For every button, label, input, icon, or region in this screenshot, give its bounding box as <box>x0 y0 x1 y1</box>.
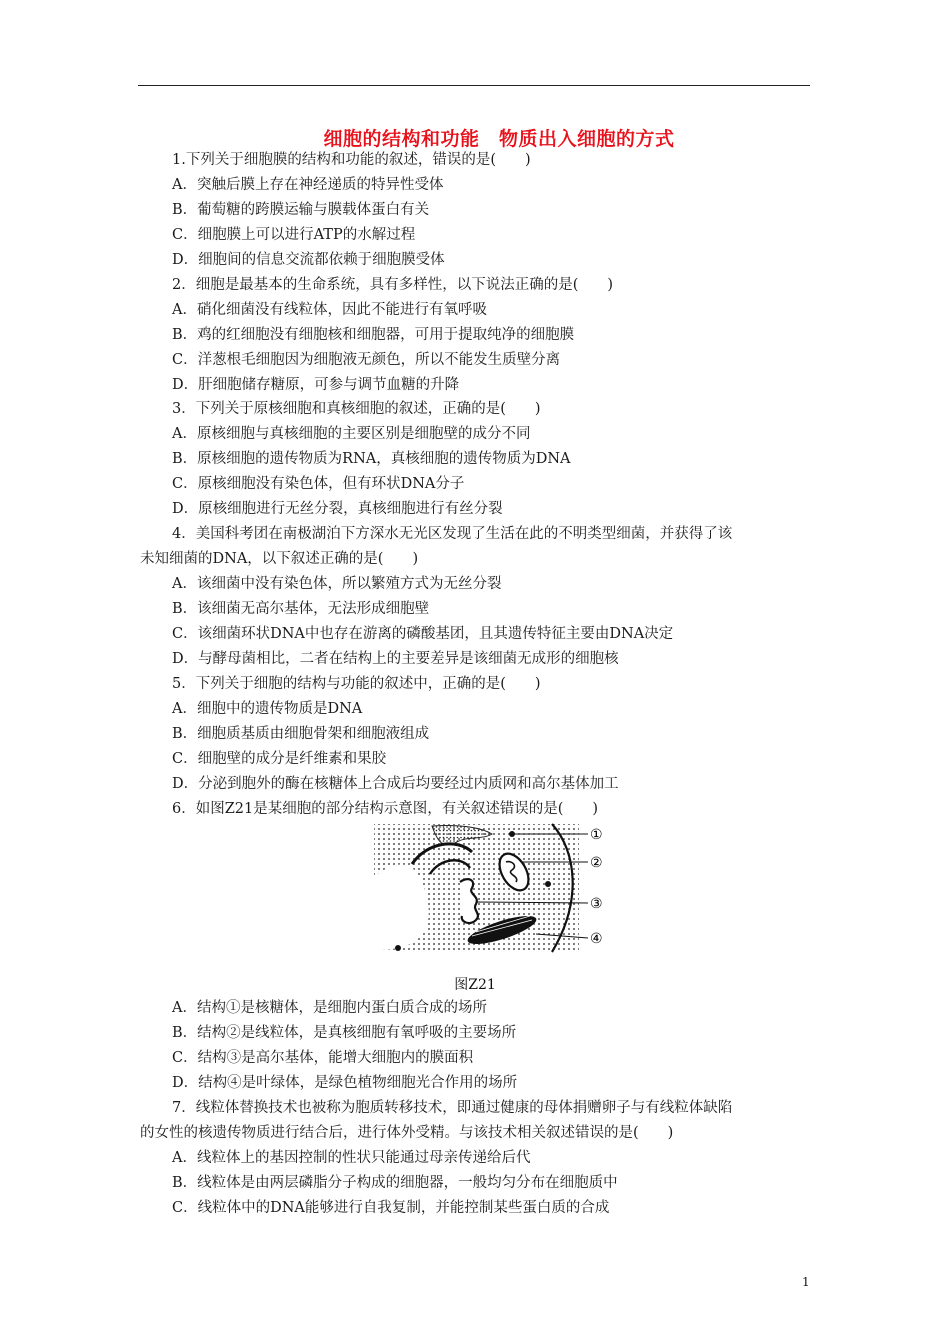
option-1a: A．突触后膜上存在神经递质的特异性受体 <box>172 177 444 193</box>
option-1c: C．细胞膜上可以进行ATP的水解过程 <box>172 227 416 243</box>
cell-structure-figure <box>372 822 612 956</box>
option-5c: C．细胞壁的成分是纤维素和果胶 <box>172 751 387 767</box>
option-7a: A．线粒体上的基因控制的性状只能通过母亲传递给后代 <box>172 1150 531 1166</box>
question-2: 2．细胞是最基本的生命系统，具有多样性，以下说法正确的是( ) <box>172 277 614 293</box>
option-7b: B．线粒体是由两层磷脂分子构成的细胞器，一般均匀分布在细胞质中 <box>172 1175 618 1191</box>
option-5b: B．细胞质基质由细胞骨架和细胞液组成 <box>172 726 430 742</box>
figure-label-2: ② <box>590 855 603 871</box>
option-5d: D．分泌到胞外的酶在核糖体上合成后均要经过内质网和高尔基体加工 <box>172 776 619 792</box>
option-4d: D．与酵母菌相比，二者在结构上的主要差异是该细菌无成形的细胞核 <box>172 651 619 667</box>
option-6a: A．结构①是核糖体，是细胞内蛋白质合成的场所 <box>172 1000 487 1016</box>
page-number: 1 <box>802 1275 810 1289</box>
option-2a: A．硝化细菌没有线粒体，因此不能进行有氧呼吸 <box>172 302 487 318</box>
page-title: 细胞的结构和功能 物质出入细胞的方式 <box>323 128 675 150</box>
option-7c: C．线粒体中的DNA能够进行自我复制，并能控制某些蛋白质的合成 <box>172 1200 610 1216</box>
option-1b: B．葡萄糖的跨膜运输与膜载体蛋白有关 <box>172 202 430 218</box>
question-7-cont: 的女性的核遗传物质进行结合后，进行体外受精。与该技术相关叙述错误的是( ) <box>140 1125 674 1141</box>
header-rule <box>138 85 810 86</box>
option-3b: B．原核细胞的遗传物质为RNA，真核细胞的遗传物质为DNA <box>172 451 571 467</box>
option-2c: C．洋葱根毛细胞因为细胞液无颜色，所以不能发生质壁分离 <box>172 352 561 368</box>
option-3c: C．原核细胞没有染色体，但有环状DNA分子 <box>172 476 465 492</box>
option-4c: C．该细菌环状DNA中也存在游离的磷酸基团，且其遗传特征主要由DNA决定 <box>172 626 674 642</box>
figure-label-3: ③ <box>590 896 603 912</box>
option-6c: C．结构③是高尔基体，能增大细胞内的膜面积 <box>172 1050 474 1066</box>
option-3a: A．原核细胞与真核细胞的主要区别是细胞壁的成分不同 <box>172 426 531 442</box>
option-5a: A．细胞中的遗传物质是DNA <box>172 701 363 717</box>
option-3d: D．原核细胞进行无丝分裂，真核细胞进行有丝分裂 <box>172 501 503 517</box>
option-6b: B．结构②是线粒体，是真核细胞有氧呼吸的主要场所 <box>172 1025 517 1041</box>
question-4: 4．美国科考团在南极湖泊下方深水无光区发现了生活在此的不明类型细菌，并获得了该 <box>172 526 733 542</box>
figure-label-1: ① <box>590 827 603 843</box>
option-4b: B．该细菌无高尔基体，无法形成细胞壁 <box>172 601 430 617</box>
option-2d: D．肝细胞储存糖原，可参与调节血糖的升降 <box>172 377 460 393</box>
question-6: 6．如图Z21是某细胞的部分结构示意图，有关叙述错误的是( ) <box>172 801 599 817</box>
question-1: 1.下列关于细胞膜的结构和功能的叙述，错误的是( ) <box>172 152 531 168</box>
option-4a: A．该细菌中没有染色体，所以繁殖方式为无丝分裂 <box>172 576 502 592</box>
option-6d: D．结构④是叶绿体，是绿色植物细胞光合作用的场所 <box>172 1075 518 1091</box>
figure-caption: 图Z21 <box>454 977 496 993</box>
question-5: 5．下列关于细胞的结构与功能的叙述中，正确的是( ) <box>172 676 541 692</box>
option-2b: B．鸡的红细胞没有细胞核和细胞器，可用于提取纯净的细胞膜 <box>172 327 575 343</box>
question-7: 7．线粒体替换技术也被称为胞质转移技术，即通过健康的母体捐赠卵子与有线粒体缺陷 <box>172 1100 733 1116</box>
question-3: 3．下列关于原核细胞和真核细胞的叙述，正确的是( ) <box>172 401 541 417</box>
question-4-cont: 未知细菌的DNA，以下叙述正确的是( ) <box>140 551 419 567</box>
figure-label-4: ④ <box>590 931 603 947</box>
option-1d: D．细胞间的信息交流都依赖于细胞膜受体 <box>172 252 445 268</box>
